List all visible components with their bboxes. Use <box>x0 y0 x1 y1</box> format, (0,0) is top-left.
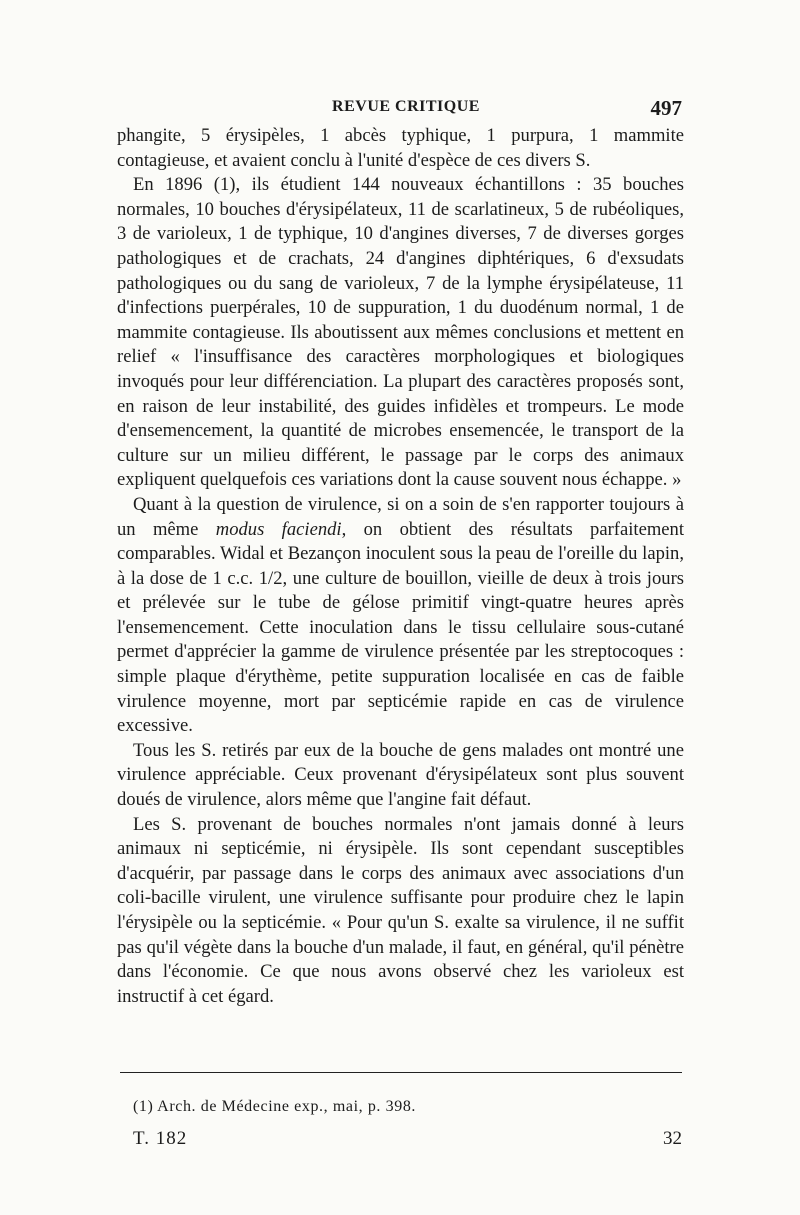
paragraph-continuation: phangite, 5 érysipèles, 1 abcès typhique, 1 purpura, 1 mammite contagieuse, et avaient conclu à l'unité d'espèce de ces divers S. <box>117 125 684 171</box>
body-text <box>117 124 684 1009</box>
page-number: 497 <box>650 96 682 120</box>
paragraph-virulence-part-1: Quant à la question de virulence, si on a soin de s'en rapporter toujours à un même <box>117 493 684 540</box>
tome-signature: T. 182 <box>133 1128 188 1149</box>
paragraph-1896-study: En 1896 (1), ils étudient 144 nouveaux échantillons : 35 bouches normales, 10 bouches d'érysipélateux, 11 de scarlatineux, 5 de rubéoliques, 3 de varioleux, 1 de typhique, 10 d'angines diverses, 7 de diverses gorges pathologiques et de crachats, 24 d'angines diphtériques, 6 d'exsudats pathologiques ou du sang de varioleux, 7 de la lymphe érysipélateuse, 11 d'infections puerpérales, 10 de suppuration, 1 du duodénum normal, 1 de mammite contagieuse. Ils aboutissent aux mêmes conclusions et mettent en relief « l'insuffisance des caractères morphologiques et biologiques invoqués pour leur différenciation. La plupart des caractères proposés sont, en raison de leur instabilité, des guides infidèles et trompeurs. Le mode d'ensemencement, la quantité de microbes ensemencée, le transport de la culture sur un milieu différent, le passage par le corps des animaux expliquent quelquefois ces variations dont la cause souvent nous échappe. » <box>117 174 684 491</box>
running-title: REVUE CRITIQUE <box>332 98 480 115</box>
sheet-signature: 32 <box>663 1128 682 1149</box>
footnote: (1) Arch. de Médecine exp., mai, p. 398. <box>133 1098 417 1115</box>
paragraph-sick-mouths: Tous les S. retirés par eux de la bouche de gens malades ont montré une virulence appréciable. Ceux provenant d'érysipélateux sont plus souvent doués de virulence, alors même que l'angine fait défaut. <box>117 739 684 811</box>
italic-modus-faciendi: modus faciendi <box>215 518 342 540</box>
paragraph-virulence-part-2: , on obtient des résultats parfaitement comparables. Widal et Bezançon inoculent sous la peau de l'oreille du lapin, à la dose de 1 c.c. 1/2, une culture de bouillon, vieille de deux à trois jours et prélevée sur le tube de gélose primitif vingt-quatre heures après l'ensemencement. Cette inoculation dans le tissu cellulaire sous-cutané permet d'apprécier la gamme de virulence présentée par les streptocoques : simple plaque d'érythème, petite suppuration localisée en cas de faible virulence moyenne, mort par septicémie rapide en cas de virulence excessive. <box>117 518 685 737</box>
paragraph-virulence <box>117 493 684 739</box>
footnote-rule <box>120 1072 682 1073</box>
paragraph-normal-mouths: Les S. provenant de bouches normales n'ont jamais donné à leurs animaux ni septicémie, ni érysipèle. Ils sont cependant susceptibles d'acquérir, par passage dans le corps des animaux avec associations d'un coli-bacille virulent, une virulence suffisante pour produire chez le lapin l'érysipèle ou la septicémie. « Pour qu'un S. exalte sa virulence, il ne suffit pas qu'il végète dans la bouche d'un malade, il faut, en général, qu'il pénètre dans l'économie. Ce que nous avons observé chez les varioleux est instructif à cet égard. <box>117 813 684 1007</box>
running-head <box>0 96 800 122</box>
